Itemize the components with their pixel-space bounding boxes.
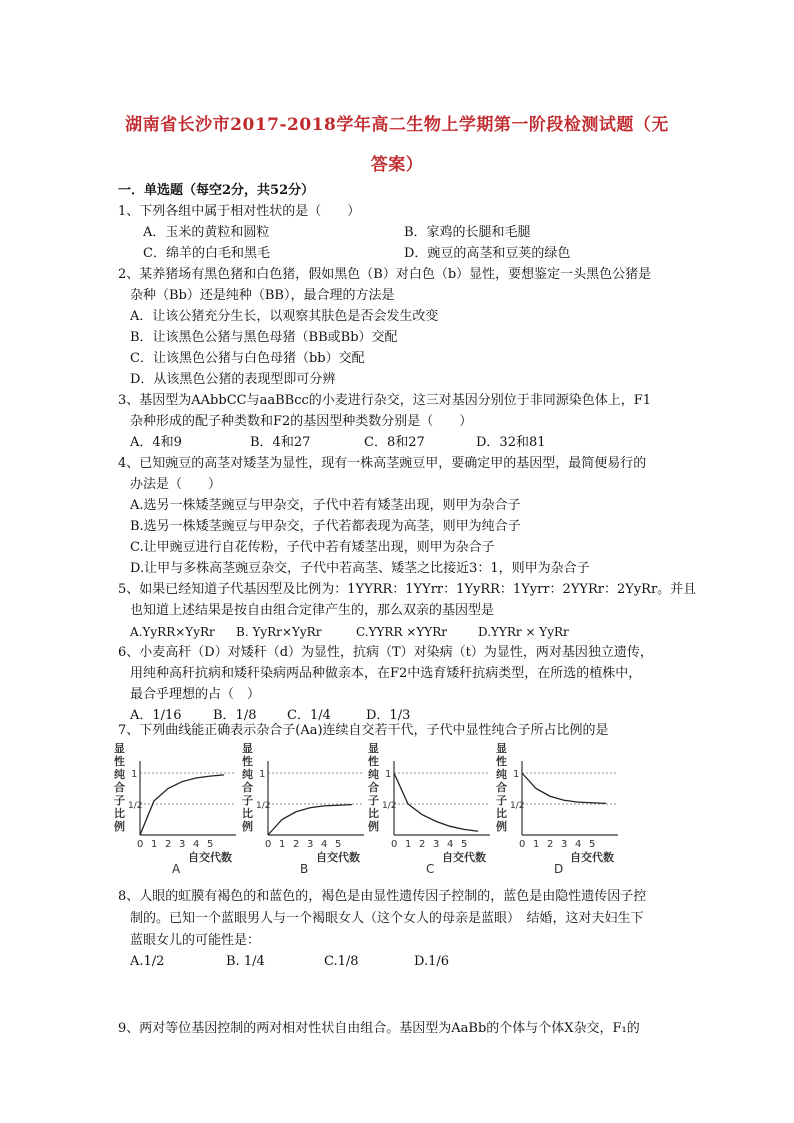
q8-option-d: D.1/6: [414, 954, 450, 969]
q1-option-b: B．家鸡的长腿和毛腿: [404, 225, 531, 240]
y-axis-label-char: 性: [242, 755, 253, 768]
x-axis-label: 自交代数: [570, 851, 614, 864]
y-axis-label-char: 纯: [368, 768, 379, 781]
x-tick-label: 1: [279, 839, 286, 850]
q8-stem-line3: 蓝眼女儿的可能性是：: [130, 933, 261, 948]
x-tick-label: 5: [207, 839, 214, 850]
y-axis-label-char: 性: [368, 755, 379, 768]
page-title: 湖南省长沙市2017-2018学年高二生物上学期第一阶段检测试题（无: [125, 115, 669, 135]
y-axis-label-char: 合: [496, 781, 507, 794]
q3-option-a: A．4和9: [130, 435, 182, 450]
y-axis-label-char: 子: [114, 794, 125, 807]
q8-stem-line1: 8、人眼的虹膜有褐色的和蓝色的，褐色是由显性遗传因子控制的，蓝色是由隐性遗传因子控: [118, 889, 647, 904]
y-tick-label: 1/2: [256, 801, 271, 811]
x-tick-label: 3: [307, 839, 314, 850]
q3-option-b: B．4和27: [250, 435, 311, 450]
x-tick-label: 1: [151, 839, 158, 850]
y-axis-label-char: 例: [368, 820, 379, 833]
x-tick-label: 2: [547, 839, 554, 850]
x-axis-label: 自交代数: [442, 851, 486, 864]
q5-stem-line2: 也知道上述结果是按自由组合定律产生的，那么双亲的基因型是: [130, 603, 495, 618]
chart-panel-c: [366, 742, 494, 874]
x-tick-label: 5: [461, 839, 468, 850]
x-tick-label: 4: [575, 839, 582, 850]
x-tick-label: 4: [447, 839, 454, 850]
y-axis-label-char: 显: [496, 742, 507, 755]
series-line: [140, 775, 224, 835]
x-tick-label: 3: [433, 839, 440, 850]
series-line: [522, 773, 606, 803]
y-axis-label-char: 显: [368, 742, 379, 755]
y-axis-label-char: 显: [114, 742, 125, 755]
y-axis-label-char: 性: [114, 755, 125, 768]
x-tick-label: 2: [165, 839, 172, 850]
q6-stem-line2: 用纯种高秆抗病和矮秆染病两品种做亲本，在F2中选育矮秆抗病类型，在所选的植株中，: [130, 666, 642, 681]
x-tick-label: 3: [179, 839, 186, 850]
q4-option-d: D.让甲与多株高茎豌豆杂交，子代中若高茎、矮茎之比接近3：1，则甲为杂合子: [130, 561, 590, 576]
q8-option-c: C.1/8: [324, 954, 359, 969]
x-tick-label: 1: [405, 839, 412, 850]
y-axis-label-char: 比: [368, 807, 379, 820]
y-tick-label: 1: [131, 769, 138, 780]
q5-option-a: A.YyRR×YyRr: [130, 625, 215, 639]
q8-option-a: A.1/2: [130, 954, 165, 969]
panel-label: A: [172, 862, 181, 874]
q7-stem: 7、下列曲线能正确表示杂合子(Aa)连续自交若干代，子代中显性纯合子所占比例的是: [118, 723, 609, 738]
x-tick-label: 1: [533, 839, 540, 850]
q5-stem-line1: 5、如果已经知道子代基因型及比例为：1YYRR：1YYrr：1YyRR：1Yyrr：2YYRr：2YyRr。并且: [118, 582, 697, 597]
x-tick-label: 3: [561, 839, 568, 850]
series-line: [268, 805, 352, 835]
q3-stem-line2: 杂种形成的配子种类数和F2的基因型种类数分别是（ ）: [130, 414, 473, 429]
x-tick-label: 4: [193, 839, 200, 850]
q3-option-d: D．32和81: [476, 435, 546, 450]
y-axis-label-char: 比: [242, 807, 253, 820]
y-axis-label-char: 合: [114, 781, 125, 794]
panel-label: B: [300, 862, 309, 874]
chart-panel-b: [240, 742, 368, 874]
section-heading: 一．单选题（每空2分，共52分）: [118, 183, 315, 198]
q6-stem-line1: 6、小麦高秆（D）对矮秆（d）为显性，抗病（T）对染病（t）为显性，两对基因独立遗传，: [118, 645, 653, 660]
x-axis-label: 自交代数: [316, 851, 360, 864]
y-axis-label-char: 比: [496, 807, 507, 820]
chart-panel-a: [112, 742, 240, 874]
q1-option-a: A．玉米的黄粒和圆粒: [143, 225, 270, 240]
q5-option-d: D.YYRr × YyRr: [478, 625, 569, 639]
q6-option-b: B．1/8: [213, 708, 257, 723]
y-tick-label: 1/2: [510, 801, 525, 811]
x-tick-label: 5: [335, 839, 342, 850]
panel-label: D: [554, 862, 564, 874]
y-tick-label: 1/2: [128, 801, 143, 811]
y-tick-label: 1: [259, 769, 266, 780]
y-axis-label-char: 子: [368, 794, 379, 807]
y-axis-label-char: 显: [242, 742, 253, 755]
q2-option-a: A．让该公猪充分生长，以观察其肤色是否会发生改变: [130, 309, 439, 324]
x-tick-label: 0: [391, 839, 398, 850]
x-tick-label: 0: [519, 839, 526, 850]
q5-option-b: B. YyRr×YyRr: [236, 625, 322, 639]
y-axis-label-char: 子: [496, 794, 507, 807]
x-tick-label: 4: [321, 839, 328, 850]
y-axis-label-char: 性: [496, 755, 507, 768]
y-axis-label-char: 合: [368, 781, 379, 794]
q3-option-c: C．8和27: [364, 435, 425, 450]
y-tick-label: 1/2: [382, 801, 397, 811]
q4-option-a: A.选另一株矮茎豌豆与甲杂交，子代中若有矮茎出现，则甲为杂合子: [130, 498, 521, 513]
q1-option-c: C．绵羊的白毛和黑毛: [143, 246, 270, 261]
q2-stem-line1: 2、某养猪场有黑色猪和白色猪，假如黑色（B）对白色（b）显性，要想鉴定一头黑色公猪是: [118, 267, 652, 282]
series-line: [394, 773, 478, 831]
q1-option-d: D．豌豆的高茎和豆荚的绿色: [404, 246, 571, 261]
q1-stem: 1、下列各组中属于相对性状的是（ ）: [118, 204, 361, 219]
page-title-continued: 答案）: [370, 155, 424, 175]
x-tick-label: 0: [265, 839, 272, 850]
x-axis-label: 自交代数: [188, 851, 232, 864]
q3-stem-line1: 3、基因型为AAbbCC与aaBBcc的小麦进行杂交，这三对基因分别位于非同源染色体上，F1: [118, 393, 652, 408]
chart-panel-d: [494, 742, 654, 874]
q2-option-c: C．让该黑色公猪与白色母猪（bb）交配: [130, 351, 365, 366]
y-axis-label-char: 子: [242, 794, 253, 807]
q6-option-c: C．1/4: [287, 708, 331, 723]
q6-option-a: A．1/16: [130, 708, 182, 723]
panel-label: C: [426, 862, 435, 874]
q6-stem-line3: 最合乎理想的占（ ）: [130, 687, 261, 702]
q8-stem-line2: 制的。已知一个蓝眼男人与一个褐眼女人（这个女人的母亲是蓝眼） 结婚，这对夫妇生下: [130, 911, 644, 926]
y-axis-label-char: 纯: [242, 768, 253, 781]
y-tick-label: 1: [385, 769, 392, 780]
q2-option-b: B．让该黑色公猪与黑色母猪（BB或Bb）交配: [130, 330, 398, 345]
y-axis-label-char: 纯: [496, 768, 507, 781]
q8-option-b: B. 1/4: [226, 954, 265, 969]
y-axis-label-char: 例: [242, 820, 253, 833]
x-tick-label: 2: [419, 839, 426, 850]
q2-option-d: D．从该黑色公猪的表现型即可分辨: [130, 372, 336, 387]
y-axis-label-char: 例: [114, 820, 125, 833]
q4-stem-line1: 4、已知豌豆的高茎对矮茎为显性，现有一株高茎豌豆甲，要确定甲的基因型，最简便易行的: [118, 456, 647, 471]
y-axis-label-char: 例: [496, 820, 507, 833]
y-axis-label-char: 比: [114, 807, 125, 820]
q5-option-c: C.YYRR ×YYRr: [356, 625, 447, 639]
y-axis-label-char: 纯: [114, 768, 125, 781]
q4-option-b: B.选另一株矮茎豌豆与甲杂交，子代若都表现为高茎，则甲为纯合子: [130, 519, 521, 534]
q2-stem-line2: 杂种（Bb）还是纯种（BB），最合理的方法是: [130, 288, 395, 303]
y-axis-label-char: 合: [242, 781, 253, 794]
q4-stem-line2: 办法是（ ）: [130, 477, 222, 492]
x-tick-label: 5: [589, 839, 596, 850]
x-tick-label: 0: [137, 839, 144, 850]
x-tick-label: 2: [293, 839, 300, 850]
y-tick-label: 1: [513, 769, 520, 780]
q9-stem-line1: 9、两对等位基因控制的两对相对性状自由组合。基因型为AaBb的个体与个体X杂交，F₁的: [118, 1021, 640, 1036]
q6-option-d: D．1/3: [366, 708, 411, 723]
q4-option-c: C.让甲豌豆进行自花传粉，子代中若有矮茎出现，则甲为杂合子: [130, 540, 495, 555]
